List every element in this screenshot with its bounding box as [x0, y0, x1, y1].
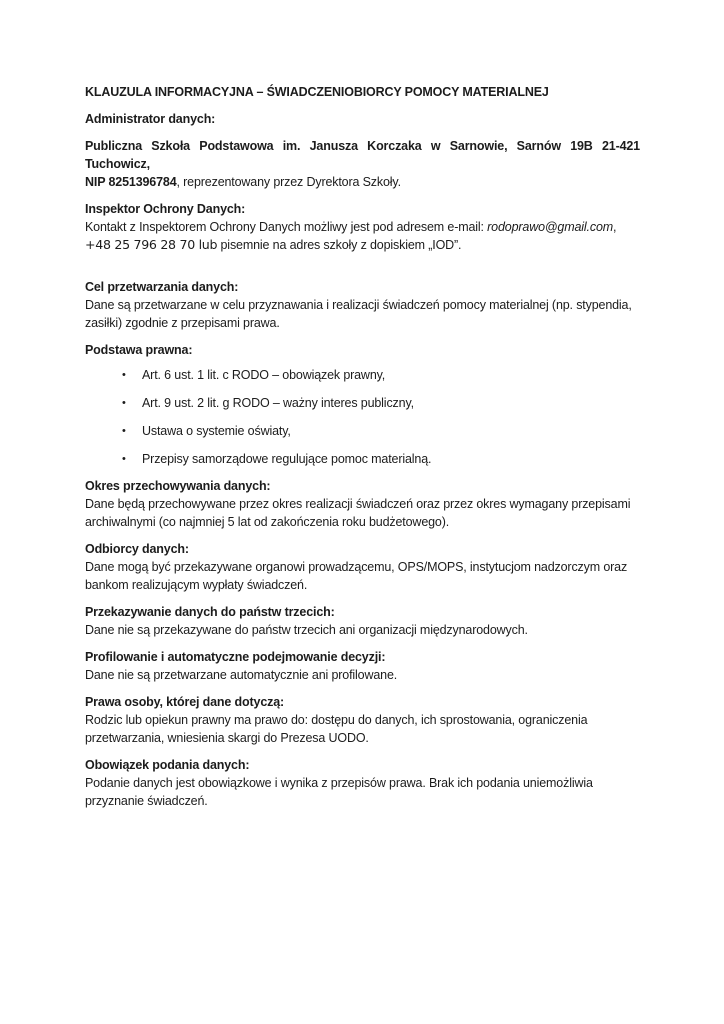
body-line	[85, 236, 640, 254]
list-item-text: Ustawa o systemie oświaty,	[142, 424, 291, 438]
body-line	[85, 218, 640, 236]
section-purpose	[85, 278, 640, 332]
bullet-icon: •	[122, 397, 126, 409]
email-text: rodoprawo@gmail.com	[487, 220, 614, 234]
bullet-icon: •	[122, 453, 126, 465]
body-line: przetwarzania, wniesienia skargi do Prezesa UODO.	[85, 731, 369, 745]
body-line: Dane mogą być przekazywane organowi prowadzącemu, OPS/MOPS, instytucjom nadzorczym oraz	[85, 560, 628, 574]
list-item-text: Przepisy samorządowe regulujące pomoc materialną.	[142, 452, 432, 466]
list-item-text: Art. 9 ust. 2 lit. g RODO – ważny interes publiczny,	[142, 396, 414, 410]
body-line: Podanie danych jest obowiązkowe i wynika z przepisów prawa. Brak ich podania uniemożliwia	[85, 776, 593, 790]
section-heading-profiling: Profilowanie i automatyczne podejmowanie decyzji:	[85, 650, 386, 664]
body-text: pisemnie na adres szkoły z dopiskiem „IOD”.	[217, 238, 462, 252]
section-obligation	[85, 756, 640, 810]
section-heading-rights: Prawa osoby, której dane dotyczą:	[85, 695, 285, 709]
section-heading-purpose: Cel przetwarzania danych:	[85, 280, 239, 294]
phone-text: +48 25 796 28 70 lub	[85, 237, 218, 252]
body-line: Rodzic lub opiekun prawny ma prawo do: dostępu do danych, ich sprostowania, ograniczenia	[85, 713, 588, 727]
blank-line	[85, 263, 640, 278]
section-heading-obligation: Obowiązek podania danych:	[85, 758, 250, 772]
section-heading-recipients: Odbiorcy danych:	[85, 542, 189, 556]
section-third-countries	[85, 603, 640, 639]
section-heading-inspector: Inspektor Ochrony Danych:	[85, 202, 246, 216]
list-item-text: Art. 6 ust. 1 lit. c RODO – obowiązek prawny,	[142, 368, 386, 382]
body-line: Dane nie są przekazywane do państw trzecich ani organizacji międzynarodowych.	[85, 623, 528, 637]
section-heading-legal-basis: Podstawa prawna:	[85, 343, 193, 357]
body-line	[85, 173, 640, 191]
body-line: Dane nie są przetwarzane automatycznie ani profilowane.	[85, 668, 398, 682]
section-profiling	[85, 648, 640, 684]
list-item	[85, 394, 640, 412]
section-body-administrator	[85, 137, 640, 191]
body-line: przyznanie świadczeń.	[85, 794, 208, 808]
body-line: bankom realizującym wypłaty świadczeń.	[85, 578, 308, 592]
nip-text: NIP 8251396784	[85, 175, 177, 189]
page-title: KLAUZULA INFORMACYJNA – ŚWIADCZENIOBIORCY POMOCY MATERIALNEJ	[85, 85, 549, 99]
body-line: archiwalnymi (co najmniej 5 lat od zakończenia roku budżetowego).	[85, 515, 450, 529]
body-text: Kontakt z Inspektorem Ochrony Danych możliwy jest pod adresem e-mail:	[85, 220, 488, 234]
section-heading-retention: Okres przechowywania danych:	[85, 479, 271, 493]
body-line: Dane będą przechowywane przez okres realizacji świadczeń oraz przez okres wymagany przepisami	[85, 497, 631, 511]
list-item	[85, 422, 640, 440]
list-item	[85, 366, 640, 384]
section-rights	[85, 693, 640, 747]
body-text: ,	[613, 220, 617, 234]
section-recipients	[85, 540, 640, 594]
body-line: Publiczna Szkoła Podstawowa im. Janusza Korczaka w Sarnowie, Sarnów 19B 21-421 Tuchowicz,	[85, 139, 640, 171]
body-text: , reprezentowany przez Dyrektora Szkoły.	[176, 175, 401, 189]
section-heading-third-countries: Przekazywanie danych do państw trzecich:	[85, 605, 335, 619]
list-item	[85, 450, 640, 468]
body-line: zasiłki) zgodnie z przepisami prawa.	[85, 316, 280, 330]
section-heading-administrator: Administrator danych:	[85, 112, 216, 126]
bullet-icon: •	[122, 369, 126, 381]
body-line: Dane są przetwarzane w celu przyznawania i realizacji świadczeń pomocy materialnej (np. stypendia,	[85, 298, 632, 312]
section-retention	[85, 477, 640, 531]
section-inspector	[85, 200, 640, 254]
legal-basis-list	[85, 366, 640, 468]
bullet-icon: •	[122, 425, 126, 437]
